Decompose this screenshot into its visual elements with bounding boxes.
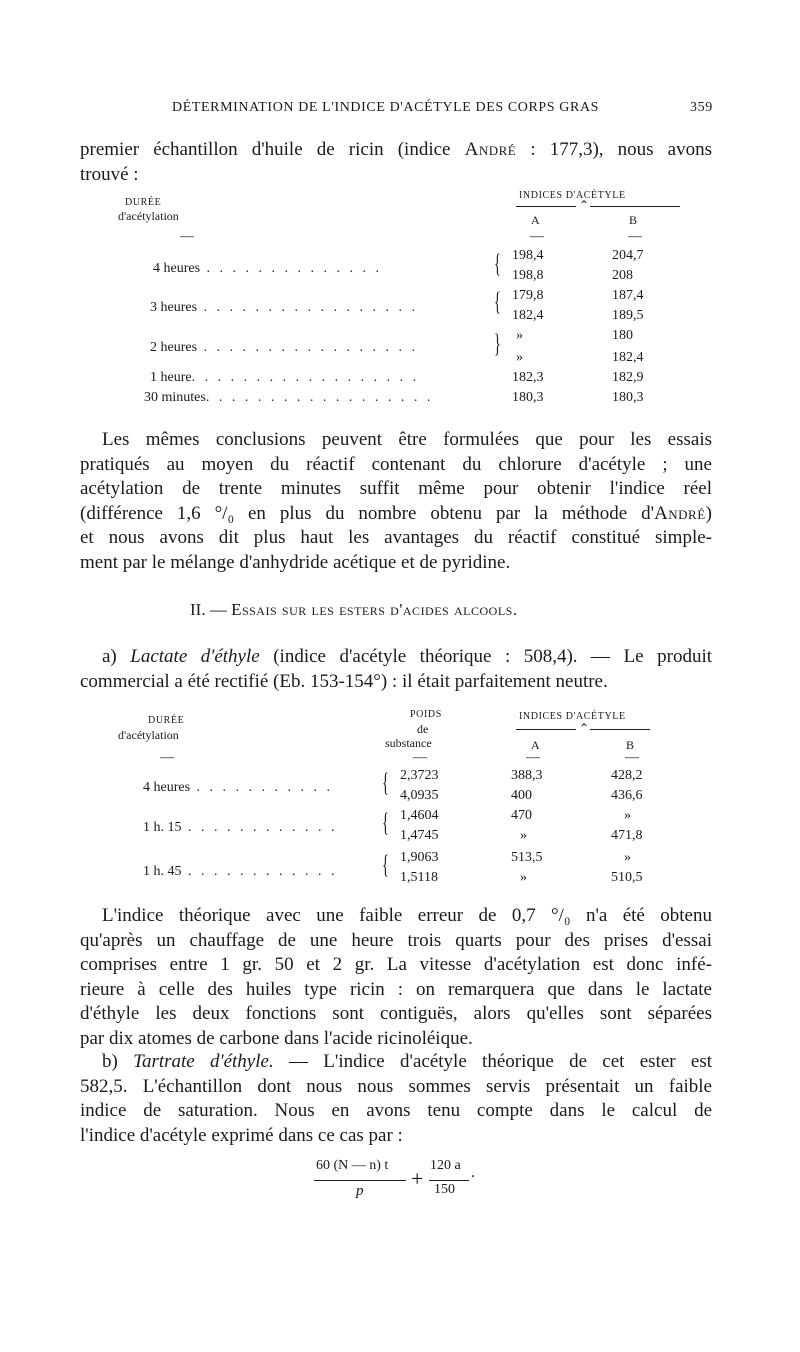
table-cell: 208	[612, 268, 633, 283]
text-line: Les mêmes conclusions peuvent être formulées que pour les essais	[102, 429, 712, 450]
table-cell: »	[520, 870, 527, 885]
table-row-label: 1 h. 45 . . . . . . . . . . . .	[143, 864, 338, 879]
running-title: DÉTERMINATION DE L'INDICE D'ACÉTYLE DES CORPS GRAS	[172, 100, 600, 115]
table-cell: 510,5	[611, 870, 643, 885]
section-heading: II. — Essais sur les esters d'acides alcools.	[190, 600, 518, 619]
table-row-label: 1 heure. . . . . . . . . . . . . . . . . .	[150, 370, 420, 385]
author-andre: André	[654, 502, 706, 524]
tartrate-name: Tartrate d'éthyle.	[133, 1051, 274, 1072]
marker-a: a)	[102, 646, 117, 667]
table1-col-duree: DURÉE	[125, 197, 162, 208]
table2-brace-tip: ⌃	[579, 721, 590, 735]
table-cell: 400	[511, 788, 532, 803]
table1-dash: —	[530, 229, 544, 244]
table-cell: 2,3723	[400, 768, 439, 783]
section-title: Essais sur les esters d'acides alcools.	[231, 600, 518, 619]
formula-numerator-1: 60 (N — n) t	[316, 1158, 389, 1173]
table1-dash: —	[628, 229, 642, 244]
table1-col-a: A	[531, 213, 540, 227]
table2-col-acetylation: d'acétylation	[118, 728, 179, 742]
table-cell: »	[624, 808, 631, 823]
table-row-label: 2 heures . . . . . . . . . . . . . . . . .	[150, 340, 419, 355]
brace: {	[382, 850, 389, 879]
paragraph-tartrate-cont	[80, 1075, 712, 1149]
paragraph-conclusions	[102, 428, 712, 453]
text-line: L'indice théorique avec une faible erreur de 0,7 °/₀ n'a été obtenu	[102, 905, 712, 926]
intro-paragraph	[80, 138, 712, 187]
table-cell: 428,2	[611, 768, 643, 783]
table2-dash: —	[413, 750, 427, 765]
table-cell: 388,3	[511, 768, 543, 783]
table-cell: 513,5	[511, 850, 543, 865]
table2-col-de: de	[417, 722, 429, 736]
table-cell: 189,5	[612, 308, 644, 323]
author-andre: André	[464, 139, 517, 160]
paragraph-lactate-cont	[80, 670, 712, 695]
table-row-label: 30 minutes. . . . . . . . . . . . . . . . . .	[144, 390, 434, 405]
table-cell: 180	[612, 328, 633, 343]
text-line: l'indice d'acétyle exprimé dans ce cas par :	[80, 1124, 403, 1146]
table2-col-duree: DURÉE	[148, 715, 185, 726]
table1-col-acetylation: d'acétylation	[118, 209, 179, 223]
table-cell: 4,0935	[400, 788, 439, 803]
table2-col-indices: INDICES D'ACÉTYLE	[519, 711, 626, 722]
table2-col-poids: POIDS	[410, 709, 442, 720]
brace: {	[382, 768, 389, 797]
table-cell: 182,3	[512, 370, 544, 385]
table-cell: 179,8	[512, 288, 544, 303]
table-cell: 180,3	[512, 390, 544, 405]
table1-brace-tip: ⌃	[579, 198, 590, 212]
table-cell: »	[516, 350, 523, 365]
table1-col-indices: INDICES D'ACÉTYLE	[519, 190, 626, 201]
table-cell: 187,4	[612, 288, 644, 303]
text-line: qu'après un chauffage de une heure trois quarts pour des prises d'essai	[80, 929, 712, 951]
table-cell: 470	[511, 808, 532, 823]
text-line: ment par le mélange d'anhydride acétique et de pyridine.	[80, 551, 511, 573]
formula-denominator-1: p	[356, 1183, 364, 1199]
intro-line-2: trouvé :	[80, 163, 139, 185]
paragraph-lactate: a) Lactate d'éthyle (indice d'acétyle théorique : 508,4). — Le produit	[102, 646, 712, 667]
table-cell: 182,4	[612, 350, 644, 365]
brace: {	[382, 808, 389, 837]
intro-line-1-end: : 177,3), nous avons	[516, 139, 712, 160]
fraction-bar	[429, 1180, 469, 1181]
table-row-label: 4 heures . . . . . . . . . . .	[143, 780, 334, 795]
table-row-label: 4 heures . . . . . . . . . . . . . .	[153, 261, 383, 276]
table-cell: 1,4745	[400, 828, 439, 843]
table-cell: »	[520, 828, 527, 843]
lactate-name: Lactate d'éthyle	[130, 646, 260, 667]
table-cell: 198,4	[512, 248, 544, 263]
table-cell: 182,4	[512, 308, 544, 323]
table2-dash: —	[526, 750, 540, 765]
table-cell: 471,8	[611, 828, 643, 843]
text-line: comprises entre 1 gr. 50 et 2 gr. La vitesse d'acétylation est donc infé-	[80, 954, 712, 975]
table-cell: 180,3	[612, 390, 644, 405]
table2-col-b: B	[626, 738, 635, 752]
marker-b: b)	[102, 1051, 118, 1072]
paragraph-theorique	[102, 904, 712, 929]
table-row-label: 3 heures . . . . . . . . . . . . . . . . .	[150, 300, 419, 315]
brace: }	[494, 329, 501, 358]
table2-brace-right	[590, 729, 650, 730]
table-cell: 204,7	[612, 248, 644, 263]
formula-numerator-2: 120 a	[430, 1158, 461, 1173]
page-number: 359	[690, 100, 713, 115]
table2-dash: —	[625, 750, 639, 765]
table-cell: »	[516, 328, 523, 343]
fraction-bar	[314, 1180, 406, 1181]
table2-brace-left	[516, 729, 576, 730]
table1-dash: —	[180, 229, 194, 244]
formula-plus: +	[411, 1166, 424, 1191]
table2-col-substance: substance	[385, 736, 432, 750]
text-line: acétylation de trente minutes suffit même pour obtenir l'indice réel	[80, 478, 712, 499]
intro-line-1: premier échantillon d'huile de ricin (indice	[80, 139, 465, 160]
text-line: 582,5. L'échantillon dont nous nous sommes servis présentait un faible	[80, 1075, 712, 1097]
paragraph-tartrate: b) Tartrate d'éthyle. — L'indice d'acétyle théorique de cet ester est	[102, 1051, 713, 1072]
paragraph-conclusions-cont: pratiqués au moyen du réactif contenant du chlorure d'acétyle ; une acétylation de trente minutes suffit même pour obtenir l'indice réel (différence 1,6 °/₀ en plus du nombre obtenu par la méthode d'André) et nous avons dit plus haut les avantages du réactif constitué simple- ment par le mélange d'anhydride acétique et de pyridine.	[80, 453, 712, 576]
text-line: commercial a été rectifié (Eb. 153-154°) : il était parfaitement neutre.	[80, 670, 608, 692]
table1-col-b: B	[629, 213, 638, 227]
formula-period: .	[471, 1164, 475, 1181]
table2-col-a: A	[531, 738, 540, 752]
table-cell: 1,9063	[400, 850, 439, 865]
text-line: pratiqués au moyen du réactif contenant du chlorure d'acétyle ; une	[80, 453, 712, 475]
table1-brace-right	[590, 206, 680, 207]
text-line: et nous avons dit plus haut les avantages du réactif constitué simple-	[80, 527, 712, 548]
text-line: indice de saturation. Nous en avons tenu compte dans le calcul de	[80, 1100, 712, 1121]
table-cell: 182,9	[612, 370, 644, 385]
text-line: par dix atomes de carbone dans l'acide ricinoléique.	[80, 1027, 473, 1049]
formula-denominator-2: 150	[434, 1182, 455, 1197]
table-cell: »	[624, 850, 631, 865]
table-cell: 1,4604	[400, 808, 439, 823]
brace: {	[494, 249, 501, 278]
table-cell: 1,5118	[400, 870, 438, 885]
table2-dash: —	[160, 750, 174, 765]
table1-brace-left	[516, 206, 576, 207]
table-cell: 198,8	[512, 268, 544, 283]
text-line: rieure à celle des huiles type ricin : on remarquera que dans le lactate	[80, 978, 712, 1000]
text-line: (différence 1,6 °/₀ en plus du nombre obtenu par la méthode d'	[80, 502, 655, 524]
table-cell: 436,6	[611, 788, 643, 803]
table-row-label: 1 h. 15 . . . . . . . . . . . .	[143, 820, 338, 835]
paragraph-theorique-cont	[80, 929, 712, 1052]
text-line: d'éthyle les deux fonctions sont contiguës, alors qu'elles sont séparées	[80, 1003, 712, 1024]
brace: {	[494, 287, 501, 316]
